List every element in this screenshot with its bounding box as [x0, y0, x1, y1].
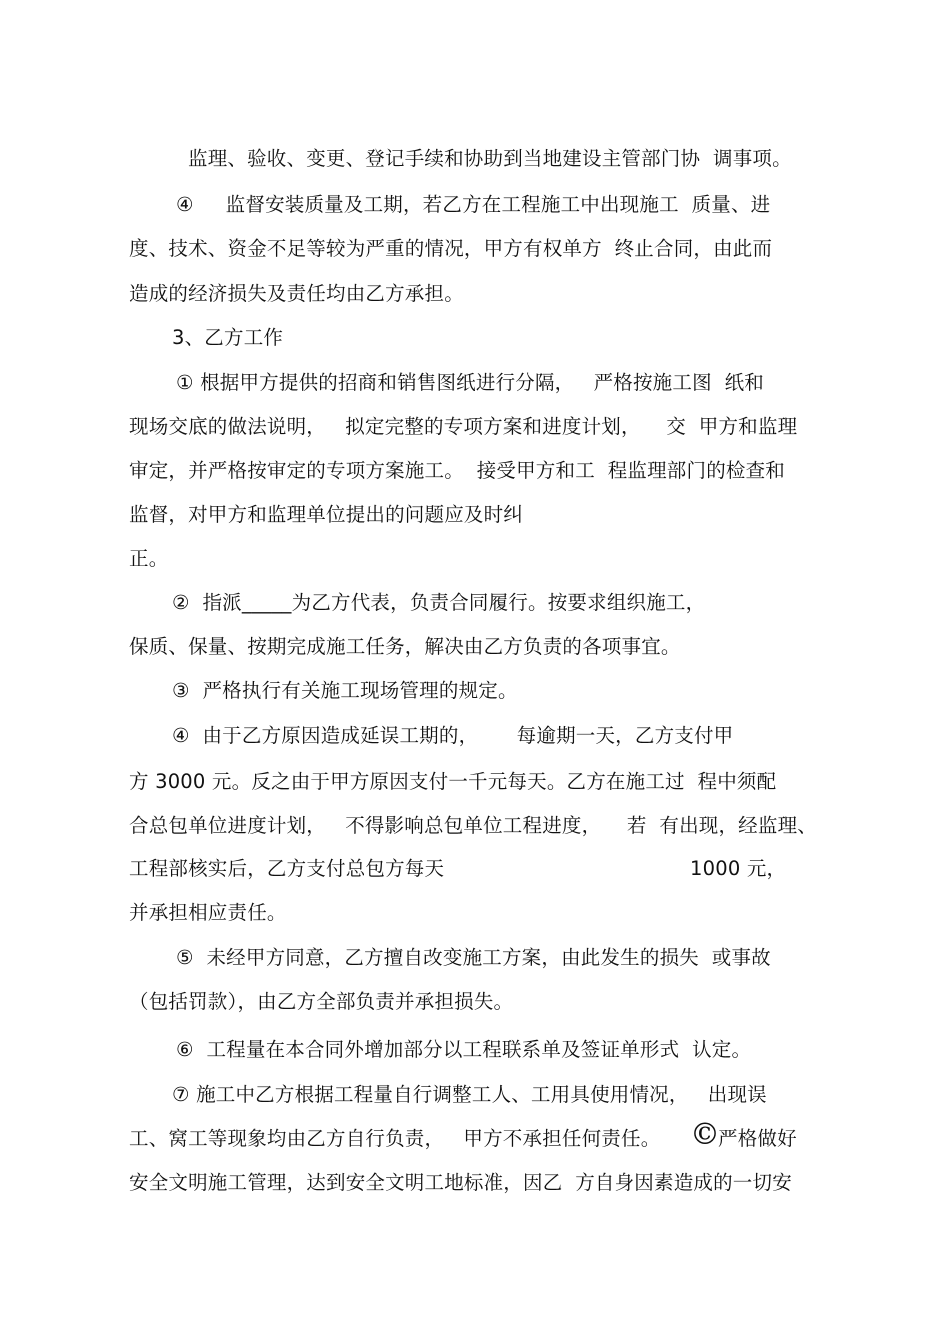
text-line: （包括罚款），由乙方全部负责并承担损失。	[129, 990, 514, 1013]
text-line: 正。	[129, 547, 169, 570]
text-line: 并承担相应责任。	[129, 901, 287, 924]
text-line: 保质、保量、按期完成施工任务，解决由乙方负责的各项事宜。	[129, 635, 681, 658]
copyright-symbol: ©	[690, 1117, 721, 1152]
text-line: 工程部核实后，乙方支付总包方每天	[129, 857, 445, 880]
text-line: ① 根据甲方提供的招商和销售图纸进行分隔， 严格按施工图 纸和	[176, 371, 764, 394]
text-line: ⑦ 施工中乙方根据工程量自行调整工人、工用具使用情况， 出现误	[172, 1083, 767, 1106]
text-line: ④ 由于乙方原因造成延误工期的， 每逾期一天，乙方支付甲	[172, 724, 734, 747]
text-line: 造成的经济损失及责任均由乙方承担。	[129, 282, 464, 305]
text-line: 方 3000 元。反之由于甲方原因支付一千元每天。乙方在施工过 程中须配	[129, 770, 777, 793]
text-line: ④ 监督安装质量及工期，若乙方在工程施工中出现施工 质量、进	[176, 193, 771, 216]
text-line: ③ 严格执行有关施工现场管理的规定。	[172, 679, 518, 702]
text-line: 监督，对甲方和监理单位提出的问题应及时纠	[129, 503, 524, 526]
text-line: 度、技术、资金不足等较为严重的情况，甲方有权单方 终止合同，由此而	[129, 237, 773, 260]
section-heading: 3、乙方工作	[172, 326, 284, 349]
text-line: 严格做好	[718, 1127, 797, 1150]
text-line: 审定，并严格按审定的专项方案施工。 接受甲方和工 程监理部门的检查和	[129, 459, 785, 482]
text-line: ⑤ 未经甲方同意，乙方擅自改变施工方案，由此发生的损失 或事故	[176, 946, 771, 969]
text-line: ⑥ 工程量在本合同外增加部分以工程联系单及签证单形式 认定。	[176, 1038, 752, 1061]
text-line: 现场交底的做法说明， 拟定完整的专项方案和进度计划， 交 甲方和监理	[129, 415, 798, 438]
text-line: 安全文明施工管理，达到安全文明工地标准，因乙 方自身因素造成的一切安	[129, 1171, 792, 1194]
text-line: 工、窝工等现象均由乙方自行负责， 甲方不承担任何责任。	[129, 1127, 661, 1150]
text-line: 合总包单位进度计划， 不得影响总包单位工程进度， 若 有出现，经监理、	[129, 814, 817, 837]
text-line: 1000 元，	[690, 857, 787, 880]
text-line: 监理、验收、变更、登记手续和协助到当地建设主管部门协 调事项。	[188, 147, 792, 170]
text-line: ② 指派_____为乙方代表，负责合同履行。按要求组织施工，	[172, 591, 706, 614]
